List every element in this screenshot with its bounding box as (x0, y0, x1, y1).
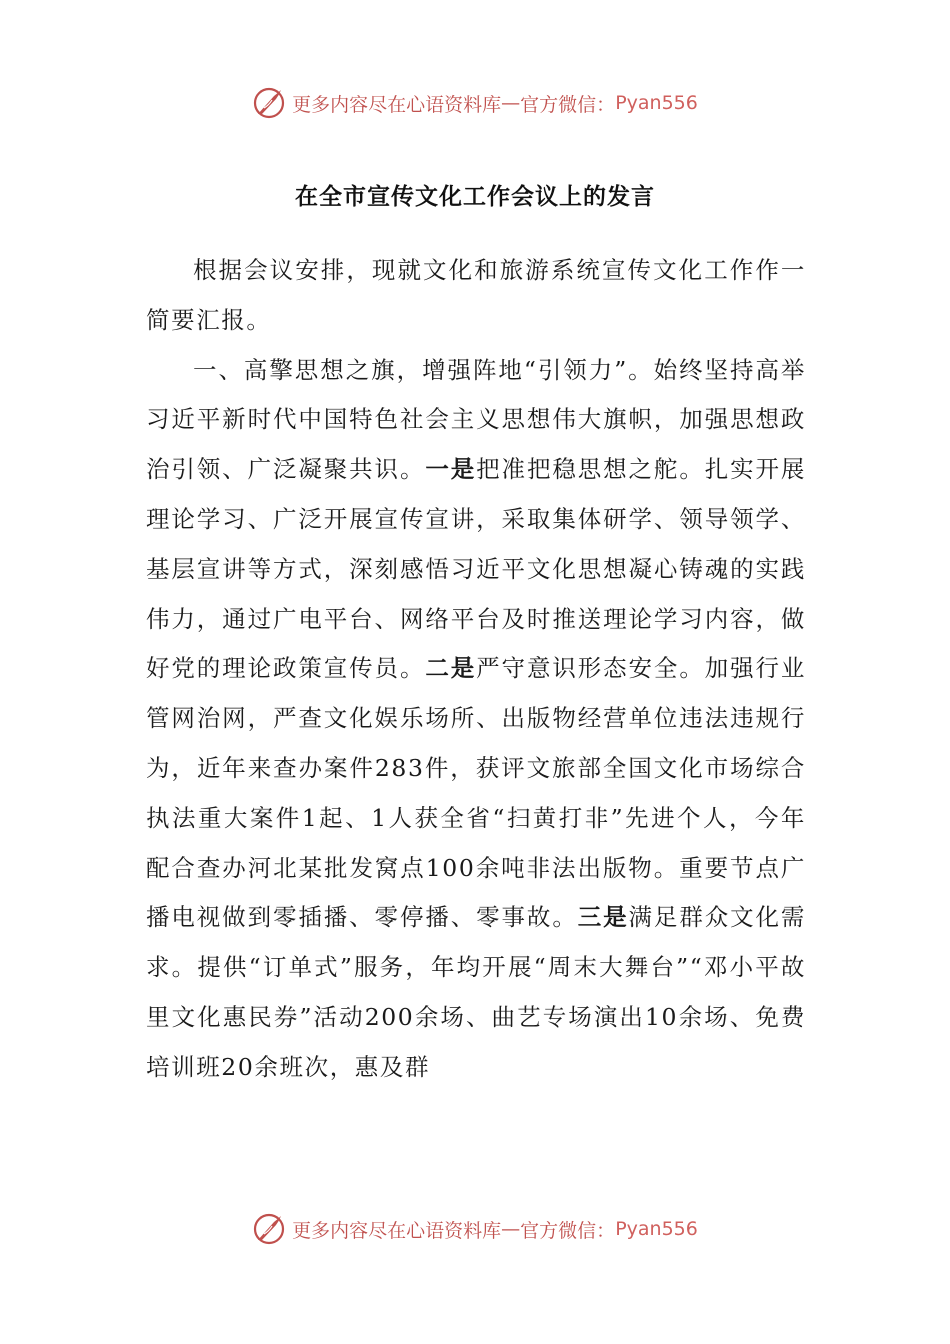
watermark-official-label: 官方微信： (520, 93, 616, 116)
point-one-label: 一是 (425, 455, 477, 484)
point-two-text: 严守意识形态安全。加强行业管网治网，严查文化娱乐场所、出版物经营单位违法违规行为，近年来查办案件283件，获评文旅部全国文化市场综合执法重大案件1起、1人获全省“扫黄打非”先进个人，今年配合查办河北某批发窝点100余吨非法出版物。重要节点广播电视做到零插播、零停播、零事故。 (146, 654, 806, 932)
point-one-text: 把准把稳思想之舵。扎实开展理论学习、广泛开展宣传宣讲，采取集体研学、领导领学、基层宣讲等方式，深刻感悟习近平文化思想凝心铸魂的实践伟力，通过广电平台、网络平台及时推送理论学习内容，做好党的理论政策宣传员。 (146, 455, 806, 683)
document-body (146, 246, 806, 1093)
watermark-footer (0, 1212, 950, 1246)
quill-logo-icon (252, 1212, 286, 1246)
intro-paragraph: 根据会议安排，现就文化和旅游系统宣传文化工作作一简要汇报。 (146, 256, 806, 334)
watermark-separator: — (501, 92, 521, 114)
watermark-header (0, 86, 950, 120)
watermark-text: 更多内容尽在心语资料库 (292, 1219, 502, 1242)
document-title: 在全市宣传文化工作会议上的发言 (295, 184, 655, 210)
point-two-label: 二是 (425, 654, 477, 683)
section-one-paragraph (146, 346, 806, 1093)
watermark-wechat-id: Pyan556 (615, 1218, 698, 1240)
quill-logo-icon (252, 86, 286, 120)
section-one-heading: 一、高擎思想之旗，增强阵地“引领力”。始终坚持高举习近平新时代中国特色社会主义思想伟大旗帜，加强思想政治引领、广泛凝聚共识。 (146, 355, 806, 484)
watermark-separator: — (501, 1218, 521, 1240)
point-three-label: 三是 (577, 903, 629, 932)
watermark-text: 更多内容尽在心语资料库 (292, 93, 502, 116)
watermark-wechat-id: Pyan556 (615, 92, 698, 114)
point-three-text: 满足群众文化需求。提供“订单式”服务，年均开展“周末大舞台”“邓小平故里文化惠民券”活动200余场、曲艺专场演出10余场、免费培训班20余班次，惠及群 (146, 903, 807, 1081)
watermark-official-label: 官方微信： (520, 1219, 616, 1242)
